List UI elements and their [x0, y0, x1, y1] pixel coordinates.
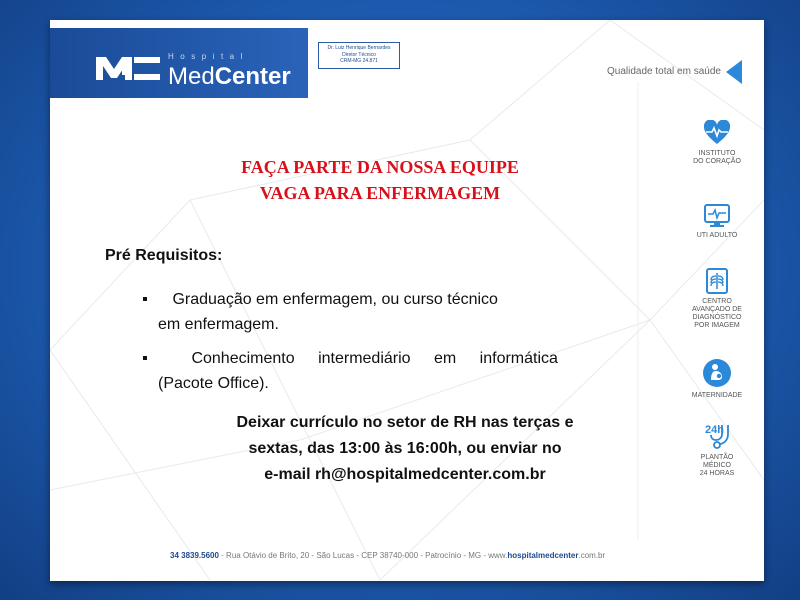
flyer-page	[50, 20, 764, 581]
service-label-line: MÉDICO	[703, 462, 731, 469]
service-label-line: DO CORAÇÃO	[693, 158, 741, 165]
application-instructions	[180, 410, 630, 488]
director-box	[318, 42, 400, 69]
footer-address: - Rua Otávio de Brito, 20 - São Lucas - CEP 38740-000 - Patrocínio - MG - www.	[218, 551, 508, 560]
badge-24h-text: 24h	[705, 424, 724, 436]
monitor-icon	[704, 204, 730, 228]
requirement-text	[158, 346, 613, 396]
service-uti-adulto	[662, 204, 764, 240]
logo-name-center: Center	[214, 63, 291, 90]
logo-hospital-word: Hospital	[168, 52, 249, 61]
service-label	[662, 298, 764, 330]
director-name: Dr. Luiz Henrique Bernardes	[327, 45, 391, 51]
page-heading	[150, 154, 610, 206]
logo-name-med: Med	[168, 63, 215, 90]
footer-site-tail: .com.br	[578, 551, 606, 560]
service-label-line: 24 HORAS	[699, 470, 735, 477]
instruction-line: e-mail rh@hospitalmedcenter.com.br	[264, 466, 546, 483]
bullet-square-icon	[143, 356, 147, 360]
service-maternidade	[662, 358, 764, 400]
service-label	[662, 232, 764, 240]
service-label-line: CENTRO	[702, 298, 732, 305]
heading-line-1: FAÇA PARTE DA NOSSA EQUIPE	[241, 157, 519, 177]
service-label-line: POR IMAGEM	[694, 322, 740, 329]
service-label	[662, 150, 764, 166]
maternity-icon	[702, 358, 732, 388]
requirement-line: Conhecimento intermediário em informática	[168, 350, 558, 367]
tagline: Qualidade total em saúde	[607, 66, 721, 77]
service-label-line: UTI ADULTO	[696, 232, 738, 239]
service-label-line: MATERNIDADE	[691, 392, 743, 399]
heart-pulse-icon	[703, 120, 731, 146]
director-role: Diretor Técnico	[342, 51, 376, 58]
service-plantao-medico	[662, 422, 764, 478]
requirement-line: em enfermagem.	[158, 316, 279, 333]
footer-site-bold: hospitalmedcenter	[507, 551, 579, 560]
service-instituto-coracao	[662, 120, 764, 166]
requirement-text	[158, 287, 608, 337]
service-label-line: DIAGNÓSTICO	[692, 314, 742, 321]
instruction-line: sextas, das 13:00 às 16:00h, ou enviar no	[248, 440, 562, 457]
stethoscope-24h-icon	[702, 422, 732, 450]
service-diagnostico-imagem	[662, 268, 764, 330]
xray-icon	[706, 268, 728, 294]
requirements-title: Pré Requisitos:	[105, 247, 223, 264]
service-label-line: INSTITUTO	[698, 150, 736, 157]
tagline-arrow-icon	[726, 60, 742, 84]
footer-phone: 34 3839.5600	[170, 551, 219, 560]
director-crm: CRM-MG 24.871	[340, 58, 378, 64]
service-label-line: AVANÇADO DE	[692, 306, 742, 313]
logo-name	[168, 65, 291, 89]
heading-line-2: VAGA PARA ENFERMAGEM	[259, 183, 501, 203]
bullet-square-icon	[143, 297, 147, 301]
requirement-line: (Pacote Office).	[158, 375, 269, 392]
service-label	[662, 392, 764, 400]
service-label-line: PLANTÃO	[700, 454, 734, 461]
service-label	[662, 454, 764, 478]
requirement-line: Graduação em enfermagem, ou curso técnico	[168, 291, 498, 308]
instruction-line: Deixar currículo no setor de RH nas terças e	[236, 414, 574, 431]
footer-contact	[170, 551, 605, 560]
medcenter-logo-mark-icon	[94, 54, 162, 82]
hospital-logo	[50, 28, 308, 98]
